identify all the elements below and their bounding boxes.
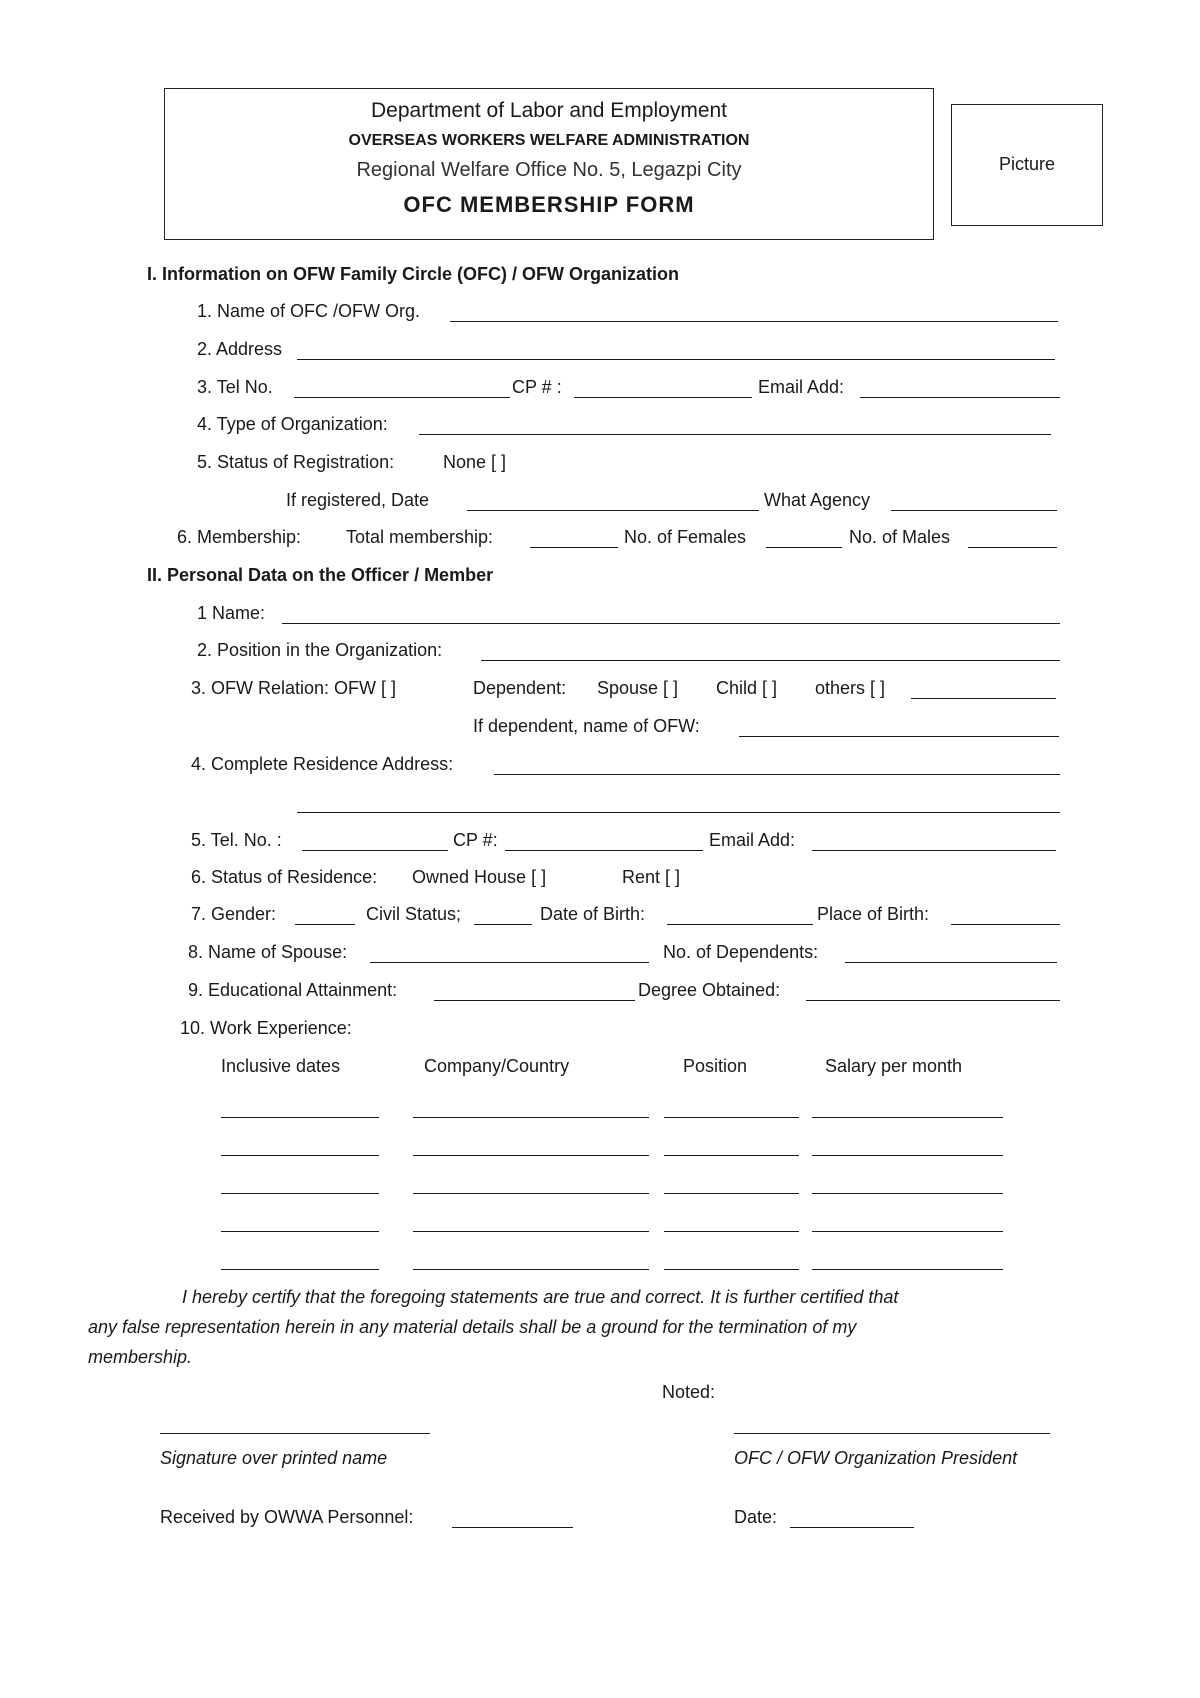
picture-box[interactable] — [951, 104, 1103, 226]
registration-date-field[interactable] — [467, 510, 759, 511]
org-address-field[interactable] — [297, 359, 1055, 360]
noted-label: Noted: — [662, 1382, 716, 1402]
member-cp-field[interactable] — [505, 850, 703, 851]
president-signature-field[interactable] — [734, 1433, 1050, 1434]
dependents-label: No. of Dependents: — [663, 942, 819, 962]
work-row-dates-field[interactable] — [221, 1155, 379, 1156]
member-cp-label: CP #: — [453, 830, 498, 850]
certification-line-1: I hereby certify that the foregoing statements are true and correct. It is further certified that — [182, 1287, 899, 1307]
spouse-name-label: 8. Name of Spouse: — [188, 942, 348, 962]
date-field[interactable] — [790, 1527, 914, 1528]
work-row-position-field[interactable] — [664, 1117, 799, 1118]
work-experience-label: 10. Work Experience: — [180, 1018, 352, 1038]
others-field[interactable] — [911, 698, 1056, 699]
no-males-field[interactable] — [968, 547, 1057, 548]
work-row-company-field[interactable] — [413, 1117, 649, 1118]
work-col-salary: Salary per month — [825, 1056, 963, 1076]
no-females-field[interactable] — [766, 547, 842, 548]
org-cp-field[interactable] — [574, 397, 752, 398]
section2-heading: II. Personal Data on the Officer / Member — [147, 565, 494, 585]
member-position-field[interactable] — [481, 660, 1060, 661]
child-checkbox[interactable]: Child [ ] — [716, 678, 778, 698]
total-membership-field[interactable] — [530, 547, 618, 548]
work-row-company-field[interactable] — [413, 1193, 649, 1194]
department-name: Department of Labor and Employment — [370, 99, 728, 122]
work-row-salary-field[interactable] — [812, 1193, 1003, 1194]
form-title: OFC MEMBERSHIP FORM — [403, 192, 695, 217]
ofw-relation-checkbox[interactable]: 3. OFW Relation: OFW [ ] — [191, 678, 397, 698]
certification-line-3: membership. — [88, 1347, 193, 1367]
president-label: OFC / OFW Organization President — [734, 1448, 1018, 1468]
rent-checkbox[interactable]: Rent [ ] — [622, 867, 681, 887]
org-type-label: 4. Type of Organization: — [197, 414, 388, 434]
registration-status-label: 5. Status of Registration: — [197, 452, 395, 472]
member-email-field[interactable] — [812, 850, 1056, 851]
degree-label: Degree Obtained: — [638, 980, 781, 1000]
work-row-dates-field[interactable] — [221, 1193, 379, 1194]
member-tel-label: 5. Tel. No. : — [191, 830, 282, 850]
education-field[interactable] — [434, 1000, 635, 1001]
others-checkbox[interactable]: others [ ] — [815, 678, 886, 698]
work-col-position: Position — [683, 1056, 748, 1076]
office-name: Regional Welfare Office No. 5, Legazpi City — [356, 159, 742, 181]
if-dependent-label: If dependent, name of OFW: — [473, 716, 700, 736]
org-tel-label: 3. Tel No. — [197, 377, 273, 397]
ofw-name-field[interactable] — [739, 736, 1059, 737]
civil-status-label: Civil Status; — [366, 904, 462, 924]
what-agency-label: What Agency — [764, 490, 871, 510]
residence-address-label: 4. Complete Residence Address: — [191, 754, 454, 774]
signature-label: Signature over printed name — [160, 1448, 388, 1468]
date-label: Date: — [734, 1507, 778, 1527]
org-name-field[interactable] — [450, 321, 1058, 322]
work-row-salary-field[interactable] — [812, 1117, 1003, 1118]
residence-address-field-2[interactable] — [297, 812, 1060, 813]
dependent-label: Dependent: — [473, 678, 567, 698]
org-type-field[interactable] — [419, 434, 1051, 435]
work-row-position-field[interactable] — [664, 1193, 799, 1194]
work-col-dates: Inclusive dates — [221, 1056, 341, 1076]
civil-status-field[interactable] — [474, 924, 532, 925]
membership-label: 6. Membership: — [177, 527, 302, 547]
work-row-position-field[interactable] — [664, 1155, 799, 1156]
section1-heading: I. Information on OFW Family Circle (OFC) / OFW Organization — [147, 264, 680, 284]
org-email-label: Email Add: — [758, 377, 845, 397]
org-name-label: 1. Name of OFC /OFW Org. — [197, 301, 421, 321]
pob-field[interactable] — [951, 924, 1060, 925]
pob-label: Place of Birth: — [817, 904, 930, 924]
gender-field[interactable] — [295, 924, 355, 925]
received-by-label: Received by OWWA Personnel: — [160, 1507, 414, 1527]
received-by-field[interactable] — [452, 1527, 573, 1528]
no-females-label: No. of Females — [624, 527, 747, 547]
gender-label: 7. Gender: — [191, 904, 277, 924]
work-row-position-field[interactable] — [664, 1231, 799, 1232]
registration-agency-field[interactable] — [891, 510, 1057, 511]
total-membership-label: Total membership: — [346, 527, 494, 547]
org-address-label: 2. Address — [197, 339, 283, 359]
residence-status-label: 6. Status of Residence: — [191, 867, 378, 887]
work-row-salary-field[interactable] — [812, 1269, 1003, 1270]
degree-field[interactable] — [806, 1000, 1060, 1001]
if-registered-label: If registered, Date — [286, 490, 430, 510]
work-row-dates-field[interactable] — [221, 1269, 379, 1270]
org-tel-field[interactable] — [294, 397, 510, 398]
member-position-label: 2. Position in the Organization: — [197, 640, 443, 660]
certification-line-2: any false representation herein in any material details shall be a ground for the termination of my — [88, 1317, 857, 1337]
header-box — [164, 88, 934, 240]
work-row-dates-field[interactable] — [221, 1117, 379, 1118]
work-row-salary-field[interactable] — [812, 1155, 1003, 1156]
residence-address-field[interactable] — [494, 774, 1060, 775]
education-label: 9. Educational Attainment: — [188, 980, 398, 1000]
dob-label: Date of Birth: — [540, 904, 646, 924]
registration-none-checkbox[interactable]: None [ ] — [443, 452, 507, 472]
spouse-name-field[interactable] — [370, 962, 649, 963]
org-email-field[interactable] — [860, 397, 1060, 398]
work-row-position-field[interactable] — [664, 1269, 799, 1270]
org-cp-label: CP # : — [512, 377, 562, 397]
work-row-company-field[interactable] — [413, 1155, 649, 1156]
work-row-company-field[interactable] — [413, 1269, 649, 1270]
owned-house-checkbox[interactable]: Owned House [ ] — [412, 867, 547, 887]
no-males-label: No. of Males — [849, 527, 951, 547]
member-name-label: 1 Name: — [197, 603, 266, 623]
picture-label: Picture — [998, 154, 1056, 174]
agency-name: OVERSEAS WORKERS WELFARE ADMINISTRATION — [348, 132, 750, 149]
dob-field[interactable] — [667, 924, 813, 925]
member-name-field[interactable] — [282, 623, 1060, 624]
dependents-field[interactable] — [845, 962, 1057, 963]
work-row-company-field[interactable] — [413, 1231, 649, 1232]
signature-field[interactable] — [160, 1433, 430, 1434]
member-tel-field[interactable] — [302, 850, 448, 851]
member-email-label: Email Add: — [709, 830, 796, 850]
work-row-salary-field[interactable] — [812, 1231, 1003, 1232]
spouse-checkbox[interactable]: Spouse [ ] — [597, 678, 679, 698]
work-col-company: Company/Country — [424, 1056, 570, 1076]
work-row-dates-field[interactable] — [221, 1231, 379, 1232]
